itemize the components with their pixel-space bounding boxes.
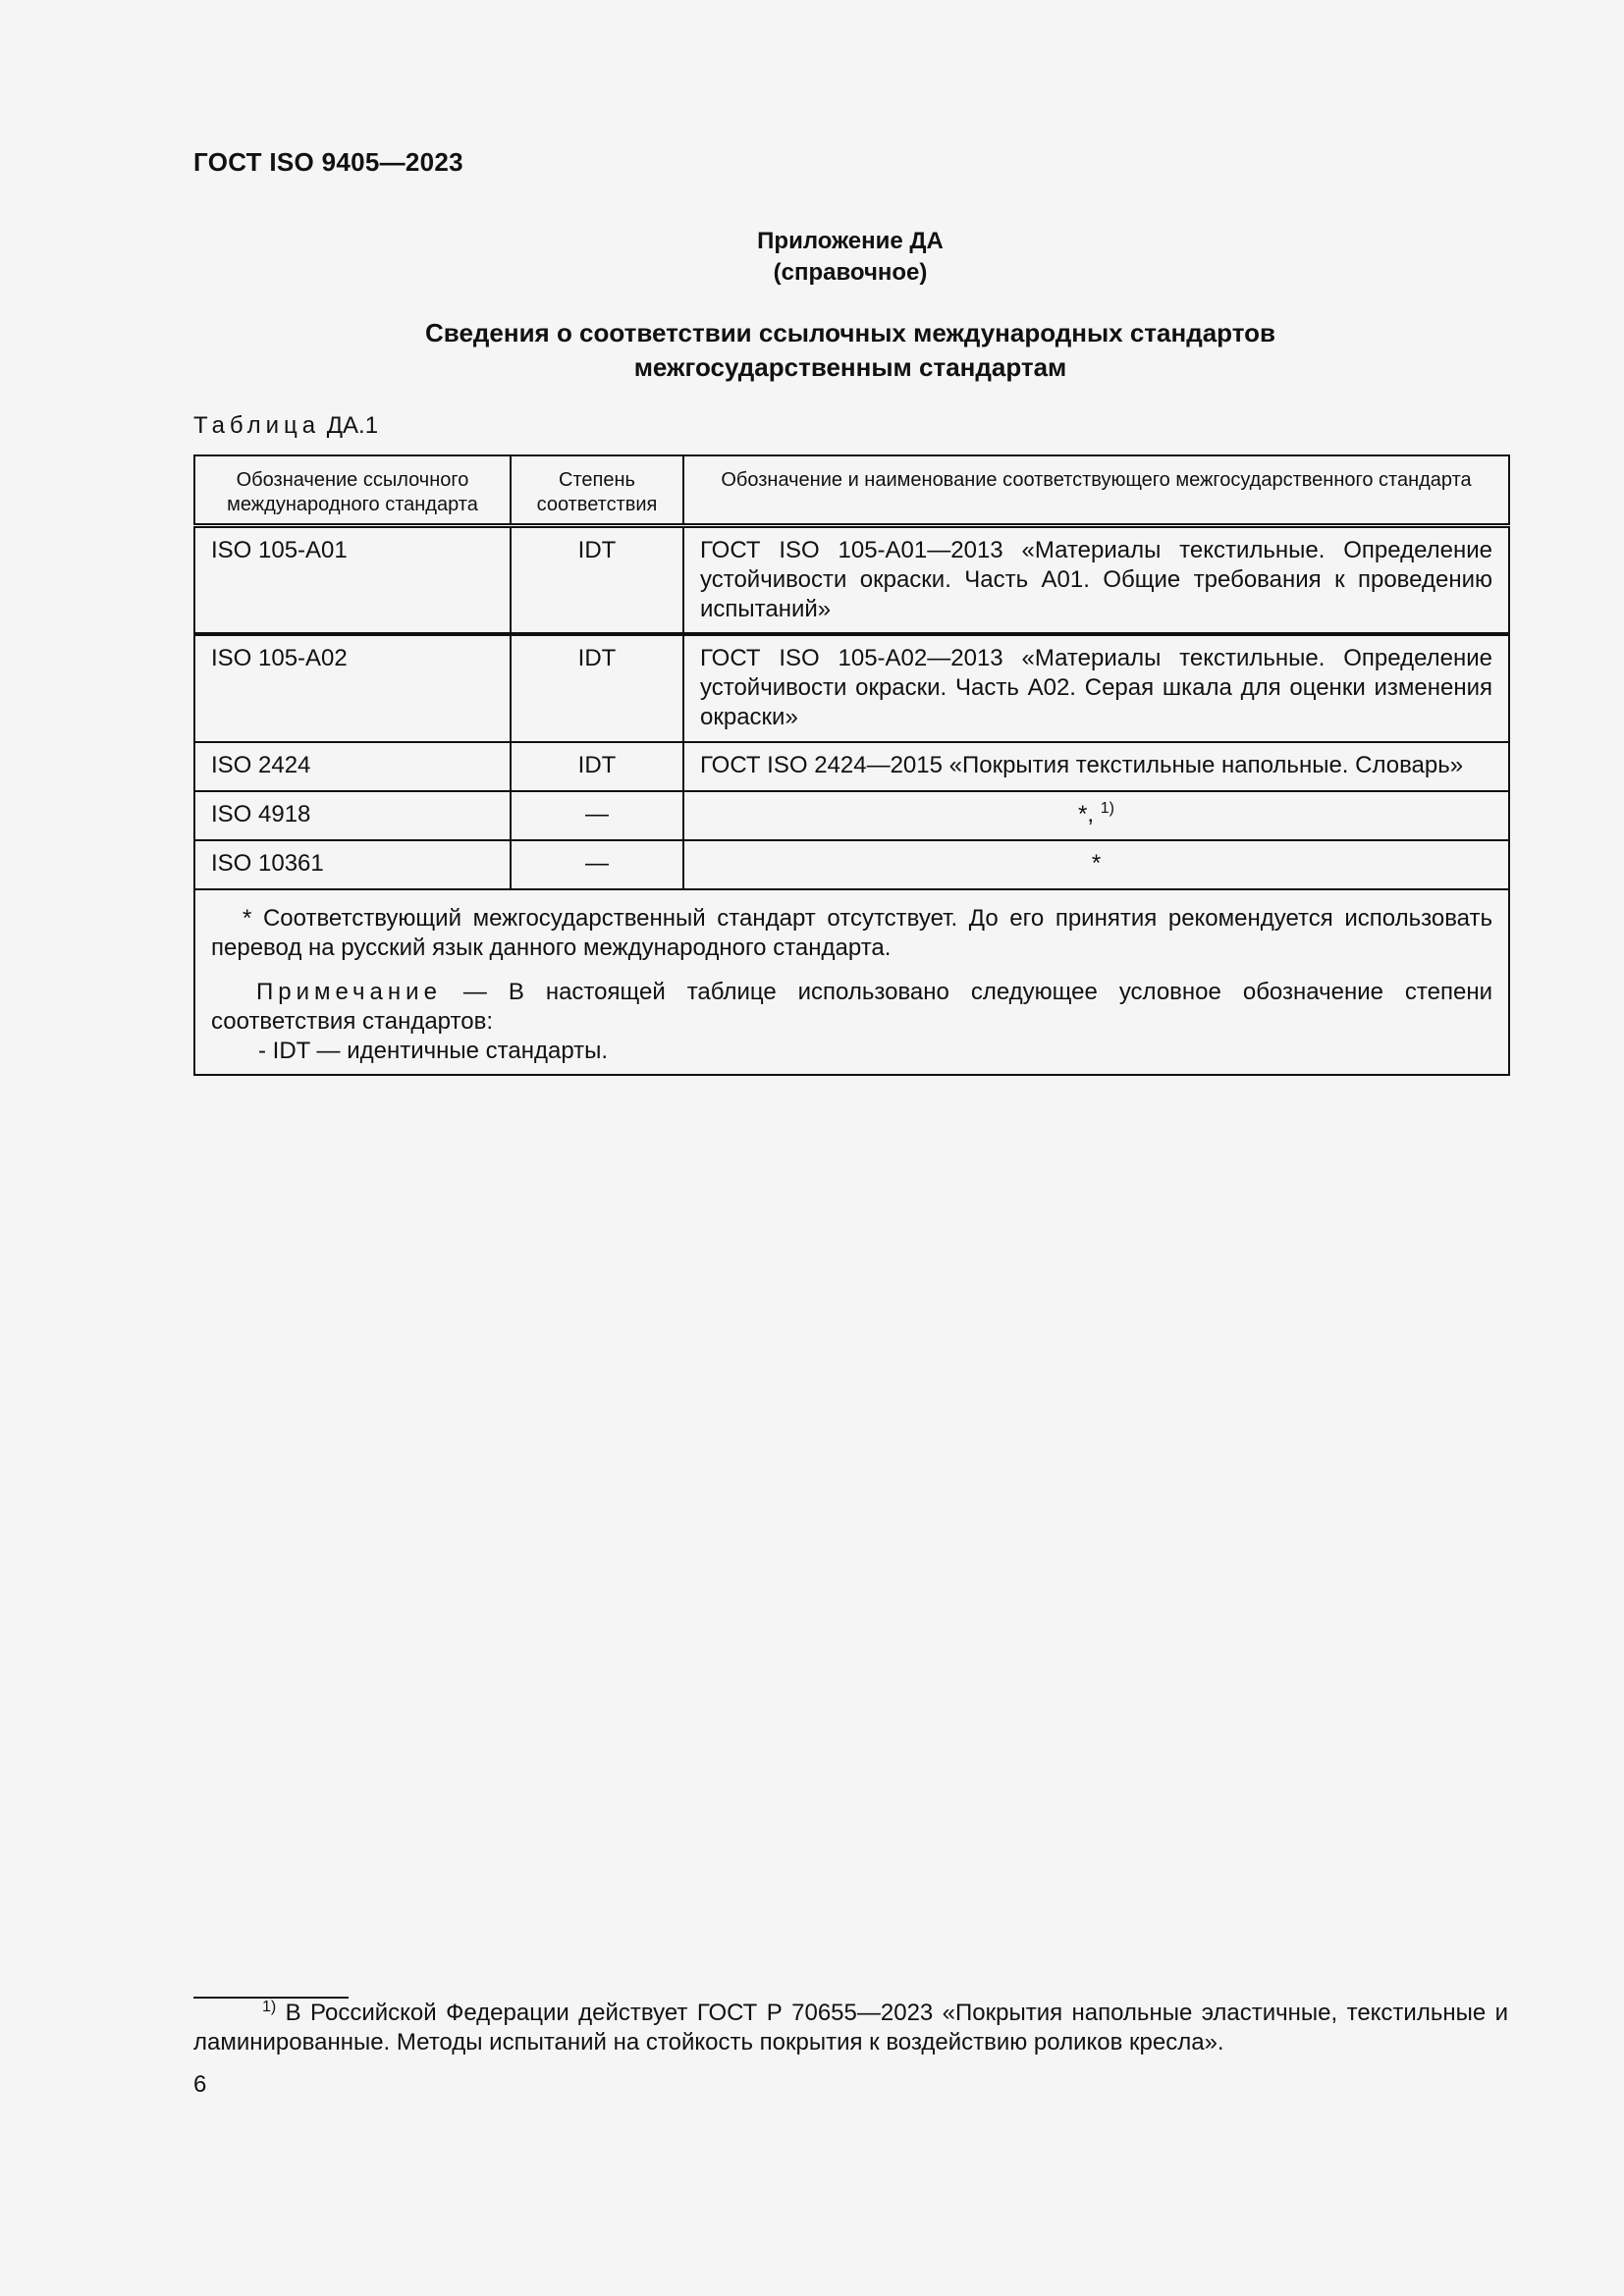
page-number: 6 (193, 2071, 207, 2098)
cell-standard: ISO 105-A02 (194, 634, 511, 742)
table-label-word: Таблица (193, 412, 321, 439)
section-title-line-2: межгосударственным стандартам (633, 352, 1067, 382)
appendix-subtitle: (справочное) (773, 259, 928, 286)
cell-standard: ISO 2424 (194, 742, 511, 791)
table-notes-row (194, 889, 1509, 1075)
appendix-heading (193, 226, 1507, 289)
note-text: — В настоящей таблице использовано следующее условное обозначение степени соответствия стандартов: (211, 979, 1492, 1035)
footnote-marker: 1) (1100, 800, 1114, 817)
section-title-line-1: Сведения о соответствии ссылочных международных стандартов (425, 318, 1275, 347)
correspondence-table (193, 454, 1510, 1076)
table-header-row (194, 455, 1509, 526)
table-notes (194, 889, 1509, 1075)
document-id: ГОСТ ISO 9405—2023 (193, 147, 463, 177)
table-label-number: ДА.1 (326, 412, 379, 439)
cell-national (683, 791, 1509, 840)
cell-degree: IDT (511, 634, 683, 742)
cell-degree: — (511, 791, 683, 840)
table-row (194, 840, 1509, 889)
appendix-title: Приложение ДА (757, 228, 944, 254)
table-row (194, 634, 1509, 742)
cell-national: ГОСТ ISO 2424—2015 «Покрытия текстильные напольные. Словарь» (683, 742, 1509, 791)
section-title (193, 316, 1507, 385)
table-label (193, 412, 378, 440)
table-row (194, 526, 1509, 635)
table-footnote: * Соответствующий межгосударственный стандарт отсутствует. До его принятия рекомендуется использовать перевод на русский язык данного международного стандарта. (211, 905, 1492, 961)
page-footnote-text: В Российской Федерации действует ГОСТ Р 70655—2023 «Покрытия напольные эластичные, текстильные и ламинированные. Методы испытаний на стойкость покрытия к воздействию роликов кресла». (193, 2000, 1508, 2056)
cell-national-text: *, (1078, 801, 1101, 828)
table-row (194, 742, 1509, 791)
column-header-degree: Степень соответствия (511, 455, 683, 526)
cell-national: ГОСТ ISO 105-A02—2013 «Материалы текстильные. Определение устойчивости окраски. Часть A02. Серая шкала для оценки изменения окраски» (683, 634, 1509, 742)
page-footnote-marker: 1) (262, 1999, 277, 2015)
column-header-national: Обозначение и наименование соответствующего межгосударственного стандарта (683, 455, 1509, 526)
cell-degree: — (511, 840, 683, 889)
cell-national: * (683, 840, 1509, 889)
cell-standard: ISO 10361 (194, 840, 511, 889)
table-row (194, 791, 1509, 840)
note-list-item: - IDT — идентичные стандарты. (258, 1038, 609, 1064)
cell-degree: IDT (511, 742, 683, 791)
cell-national: ГОСТ ISO 105-A01—2013 «Материалы текстильные. Определение устойчивости окраски. Часть A01. Общие требования к проведению испытаний» (683, 526, 1509, 635)
cell-standard: ISO 105-A01 (194, 526, 511, 635)
cell-standard: ISO 4918 (194, 791, 511, 840)
cell-degree: IDT (511, 526, 683, 635)
note-label: Примечание (256, 979, 442, 1005)
column-header-standard: Обозначение ссылочного международного стандарта (194, 455, 511, 526)
table-note (211, 978, 1492, 1037)
page-footnote (193, 1999, 1508, 2057)
